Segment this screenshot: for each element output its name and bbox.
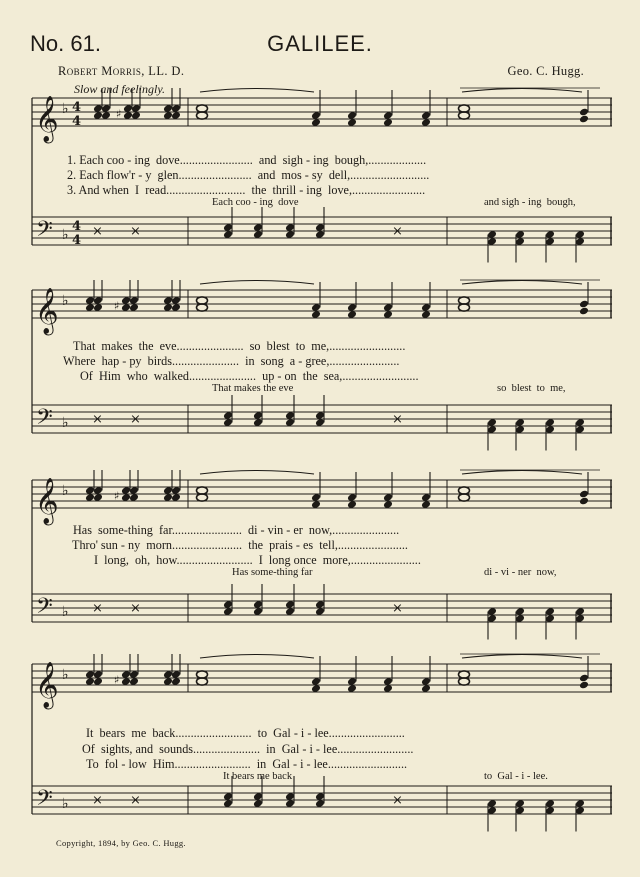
- sharp-sign: ♯: [114, 673, 120, 687]
- whole-note: [459, 671, 470, 678]
- whole-note: [197, 678, 208, 685]
- slur: [462, 655, 582, 659]
- rest-sign: ×: [392, 793, 403, 809]
- rest-sign: ×: [130, 793, 141, 809]
- treble-clef-icon: 𝄞: [35, 288, 59, 334]
- whole-note: [197, 297, 208, 304]
- rest-sign: ×: [130, 224, 141, 240]
- whole-note: [459, 105, 470, 112]
- rest-sign: ×: [92, 412, 103, 428]
- bass-lyric-2b: so blest to me,: [497, 383, 566, 394]
- verse-1-line-1: 1. Each coo - ing dove........................ and sigh - ing bough,...................: [67, 153, 427, 167]
- verse-2-line-3: Of Him who walked...................... up - on the sea,.........................: [80, 369, 419, 383]
- bass-lyric-4b: to Gal - i - lee.: [484, 771, 548, 782]
- flat-sign: ♭: [62, 415, 69, 431]
- bass-clef-icon: 𝄢: [36, 594, 53, 624]
- rest-sign: ×: [392, 601, 403, 617]
- whole-note: [197, 304, 208, 311]
- time-signature-numeral: 4: [72, 100, 82, 115]
- rest-sign: ×: [92, 224, 103, 240]
- tempo-marking: Slow and feelingly.: [74, 82, 165, 96]
- note-head: [579, 307, 589, 316]
- rest-sign: ×: [392, 412, 403, 428]
- slur: [200, 471, 314, 475]
- slur: [200, 281, 314, 285]
- bass-lyric-1a: Each coo - ing dove: [212, 197, 299, 208]
- flat-sign: ♭: [62, 483, 69, 499]
- whole-note: [459, 297, 470, 304]
- time-signature-numeral: 4: [72, 233, 82, 248]
- flat-sign: ♭: [62, 667, 69, 683]
- whole-note: [197, 671, 208, 678]
- hymn-title: GALILEE.: [267, 31, 373, 56]
- verse-2-line-2: Where hap - py birds...................... in song a - gree,.......................: [63, 354, 400, 368]
- flat-sign: ♭: [62, 796, 69, 812]
- bass-clef-icon: 𝄢: [36, 786, 53, 816]
- bass-lyric-2a: That makes the eve: [212, 383, 294, 394]
- copyright-notice: Copyright, 1894, by Geo. C. Hugg.: [56, 838, 186, 848]
- flat-sign: ♭: [62, 101, 69, 117]
- verse-1-line-2: 2. Each flow'r - y glen........................ and mos - sy dell,..........................: [67, 168, 430, 182]
- note-head: [579, 115, 589, 124]
- sharp-sign: ♯: [114, 489, 120, 503]
- verse-2-line-1: That makes the eve...................... so blest to me,.........................: [73, 339, 406, 353]
- whole-note: [197, 112, 208, 119]
- bass-lyric-1b: and sigh - ing bough,: [484, 197, 576, 208]
- sharp-sign: ♯: [116, 107, 122, 121]
- verse-3-line-1: Has some-thing far....................... di - vin - er now,......................: [73, 523, 400, 537]
- hymn-number: No. 61.: [30, 31, 101, 56]
- whole-note: [459, 678, 470, 685]
- verse-4-line-3: To fol - low Him......................... in Gal - i - lee..........................: [86, 757, 408, 771]
- verse-4-line-2: Of sights, and sounds...................... in Gal - i - lee.........................: [82, 742, 414, 756]
- bass-lyric-4a: It bears me back: [223, 771, 293, 782]
- note-head: [579, 497, 589, 506]
- whole-note: [459, 304, 470, 311]
- rest-sign: ×: [92, 793, 103, 809]
- time-signature-numeral: 4: [72, 114, 82, 129]
- flat-sign: ♭: [62, 604, 69, 620]
- time-signature-numeral: 4: [72, 219, 82, 234]
- whole-note: [459, 112, 470, 119]
- slur: [462, 89, 582, 93]
- whole-note: [459, 487, 470, 494]
- treble-clef-icon: 𝄞: [35, 478, 59, 524]
- slur: [462, 281, 582, 285]
- rest-sign: ×: [92, 601, 103, 617]
- bass-clef-icon: 𝄢: [36, 405, 53, 435]
- rest-sign: ×: [130, 412, 141, 428]
- slur: [462, 471, 582, 475]
- verse-3-line-3: I long, oh, how......................... I long once more,.......................: [94, 553, 421, 567]
- verse-3-line-2: Thro' sun - ny morn....................... the prais - es tell,.......................: [72, 538, 408, 552]
- note-head: [579, 681, 589, 690]
- verse-1-line-3: 3. And when I read.......................... the thrill - ing love,........................: [67, 183, 426, 197]
- rest-sign: ×: [392, 224, 403, 240]
- bass-clef-icon: 𝄢: [36, 217, 53, 247]
- whole-note: [197, 494, 208, 501]
- whole-note: [197, 105, 208, 112]
- sharp-sign: ♯: [114, 299, 120, 313]
- verse-4-line-1: It bears me back......................... to Gal - i - lee.........................: [86, 726, 405, 740]
- composer-credit: Geo. C. Hugg.: [507, 64, 584, 78]
- author-credit: Robert Morris, LL. D.: [58, 64, 185, 78]
- treble-clef-icon: 𝄞: [35, 96, 59, 142]
- treble-clef-icon: 𝄞: [35, 662, 59, 708]
- flat-sign: ♭: [62, 227, 69, 243]
- flat-sign: ♭: [62, 293, 69, 309]
- slur: [200, 655, 314, 659]
- whole-note: [459, 494, 470, 501]
- bass-lyric-3b: di - vi - ner now,: [484, 567, 557, 578]
- rest-sign: ×: [130, 601, 141, 617]
- bass-lyric-3a: Has some-thing far: [232, 567, 313, 578]
- slur: [200, 89, 314, 93]
- whole-note: [197, 487, 208, 494]
